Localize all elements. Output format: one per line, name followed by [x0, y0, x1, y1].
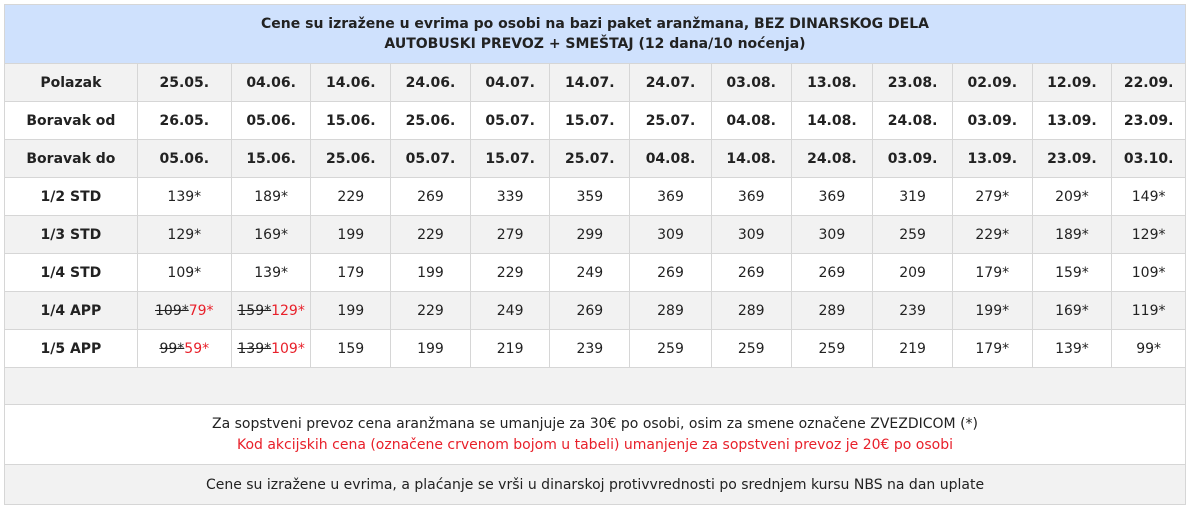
date-cell: 14.07.	[550, 64, 630, 102]
price-cell: 229	[391, 216, 471, 254]
price-cell: 199	[391, 254, 471, 292]
price-cell: 139*	[137, 178, 231, 216]
date-cell: 02.09.	[952, 64, 1032, 102]
price-cell: 359	[550, 178, 630, 216]
price-cell: 229	[470, 254, 550, 292]
price-cell: 179*	[952, 330, 1032, 368]
price-cell: 209*	[1032, 178, 1112, 216]
date-cell: 14.06.	[311, 64, 391, 102]
spacer-cell	[5, 368, 1186, 405]
price-cell: 139*	[1032, 330, 1112, 368]
price-cell: 159	[311, 330, 391, 368]
price-cell: 269	[630, 254, 712, 292]
date-cell: 03.09.	[952, 102, 1032, 140]
header-title: Cene su izražene u evrima po osobi na bazi paket aranžmana, BEZ DINARSKOG DELA	[261, 16, 929, 32]
price-cell: 319	[873, 178, 953, 216]
date-cell: 23.09.	[1032, 140, 1112, 178]
date-cell: 15.06.	[231, 140, 311, 178]
price-cell	[137, 292, 231, 330]
date-cell: 15.07.	[550, 102, 630, 140]
price-cell: 199	[311, 292, 391, 330]
header-cell	[5, 5, 1186, 64]
row-label: 1/4 APP	[5, 292, 138, 330]
price-cell: 219	[470, 330, 550, 368]
promo-note: Kod akcijskih cena (označene crvenom bojom u tabeli) umanjenje za sopstveni prevoz je 20€ po osobi	[236, 436, 954, 453]
date-cell: 13.09.	[952, 140, 1032, 178]
price-cell: 229*	[952, 216, 1032, 254]
row-label: Polazak	[5, 64, 138, 102]
price-row	[5, 330, 1186, 368]
price-cell: 269	[550, 292, 630, 330]
date-cell: 25.06.	[391, 102, 471, 140]
row-label: 1/5 APP	[5, 330, 138, 368]
price-cell: 199*	[952, 292, 1032, 330]
price-cell: 229	[311, 178, 391, 216]
payment-note: Cene su izražene u evrima, a plaćanje se vrši u dinarskoj protivvrednosti po srednjem kursu NBS na dan uplate	[5, 465, 1186, 505]
date-cell: 03.08.	[711, 64, 791, 102]
header-subtitle: AUTOBUSKI PREVOZ + SMEŠTAJ (12 dana/10 noćenja)	[384, 36, 806, 52]
price-cell: 299	[550, 216, 630, 254]
date-cell: 03.10.	[1112, 140, 1186, 178]
price-cell	[137, 330, 231, 368]
price-cell: 249	[550, 254, 630, 292]
row-label: Boravak od	[5, 102, 138, 140]
price-cell: 109*	[1112, 254, 1186, 292]
price-cell: 99*	[1112, 330, 1186, 368]
date-cell: 14.08.	[791, 102, 873, 140]
price-cell: 169*	[231, 216, 311, 254]
price-row	[5, 178, 1186, 216]
price-row	[5, 216, 1186, 254]
footer-row	[5, 465, 1186, 505]
price-cell: 129*	[137, 216, 231, 254]
price-cell: 179	[311, 254, 391, 292]
date-row	[5, 102, 1186, 140]
date-cell: 05.07.	[391, 140, 471, 178]
price-cell: 259	[711, 330, 791, 368]
row-label: 1/4 STD	[5, 254, 138, 292]
price-cell: 269	[791, 254, 873, 292]
date-cell: 04.06.	[231, 64, 311, 102]
price-cell: 269	[391, 178, 471, 216]
date-row	[5, 64, 1186, 102]
price-cell: 369	[711, 178, 791, 216]
date-cell: 24.06.	[391, 64, 471, 102]
price-cell: 159*	[1032, 254, 1112, 292]
date-cell: 23.09.	[1112, 102, 1186, 140]
promo-price: 109*	[271, 340, 305, 357]
old-price: 159*	[237, 302, 272, 319]
price-cell: 259	[791, 330, 873, 368]
date-cell: 05.07.	[470, 102, 550, 140]
date-cell: 23.08.	[873, 64, 953, 102]
date-cell: 13.09.	[1032, 102, 1112, 140]
promo-price: 129*	[271, 302, 305, 319]
date-cell: 04.07.	[470, 64, 550, 102]
price-cell: 269	[711, 254, 791, 292]
date-cell: 25.07.	[630, 102, 712, 140]
price-cell: 239	[873, 292, 953, 330]
price-cell: 209	[873, 254, 953, 292]
price-cell: 229	[391, 292, 471, 330]
price-cell: 119*	[1112, 292, 1186, 330]
price-cell: 259	[873, 216, 953, 254]
price-row	[5, 254, 1186, 292]
date-cell: 24.07.	[630, 64, 712, 102]
price-cell: 249	[470, 292, 550, 330]
price-cell: 289	[791, 292, 873, 330]
price-cell: 219	[873, 330, 953, 368]
price-cell: 369	[630, 178, 712, 216]
date-cell: 15.07.	[470, 140, 550, 178]
transport-note: Za sopstveni prevoz cena aranžmana se umanjuje za 30€ po osobi, osim za smene označene ZVEZDICOM (*)	[212, 415, 978, 432]
price-cell: 239	[550, 330, 630, 368]
date-cell: 24.08.	[873, 102, 953, 140]
price-cell: 289	[711, 292, 791, 330]
price-cell: 309	[711, 216, 791, 254]
price-cell: 189*	[1032, 216, 1112, 254]
date-cell: 25.07.	[550, 140, 630, 178]
price-cell: 129*	[1112, 216, 1186, 254]
date-cell: 04.08.	[630, 140, 712, 178]
price-cell: 339	[470, 178, 550, 216]
price-cell: 139*	[231, 254, 311, 292]
date-cell: 05.06.	[231, 102, 311, 140]
header-row	[5, 5, 1186, 64]
price-cell: 199	[311, 216, 391, 254]
price-cell: 289	[630, 292, 712, 330]
row-label: Boravak do	[5, 140, 138, 178]
date-cell: 12.09.	[1032, 64, 1112, 102]
row-label: 1/2 STD	[5, 178, 138, 216]
price-cell: 279*	[952, 178, 1032, 216]
date-cell: 05.06.	[137, 140, 231, 178]
price-cell: 169*	[1032, 292, 1112, 330]
date-cell: 03.09.	[873, 140, 953, 178]
notes-cell	[5, 405, 1186, 465]
notes-row	[5, 405, 1186, 465]
old-price: 109*	[155, 302, 189, 319]
date-cell: 22.09.	[1112, 64, 1186, 102]
old-price: 139*	[237, 340, 272, 357]
date-cell: 14.08.	[711, 140, 791, 178]
date-cell: 13.08.	[791, 64, 873, 102]
price-table	[4, 4, 1186, 505]
promo-price: 79*	[188, 302, 214, 319]
spacer-row	[5, 368, 1186, 405]
price-cell: 189*	[231, 178, 311, 216]
price-cell: 309	[630, 216, 712, 254]
date-row	[5, 140, 1186, 178]
date-cell: 25.06.	[311, 140, 391, 178]
date-cell: 26.05.	[137, 102, 231, 140]
row-label: 1/3 STD	[5, 216, 138, 254]
date-cell: 04.08.	[711, 102, 791, 140]
price-cell: 149*	[1112, 178, 1186, 216]
price-cell: 199	[391, 330, 471, 368]
price-cell: 109*	[137, 254, 231, 292]
date-cell: 15.06.	[311, 102, 391, 140]
price-cell: 259	[630, 330, 712, 368]
price-row	[5, 292, 1186, 330]
date-cell: 24.08.	[791, 140, 873, 178]
price-cell: 279	[470, 216, 550, 254]
price-cell	[231, 330, 311, 368]
price-cell	[231, 292, 311, 330]
price-cell: 369	[791, 178, 873, 216]
price-cell: 309	[791, 216, 873, 254]
price-cell: 179*	[952, 254, 1032, 292]
date-cell: 25.05.	[137, 64, 231, 102]
promo-price: 59*	[184, 340, 210, 357]
old-price: 99*	[159, 340, 185, 357]
